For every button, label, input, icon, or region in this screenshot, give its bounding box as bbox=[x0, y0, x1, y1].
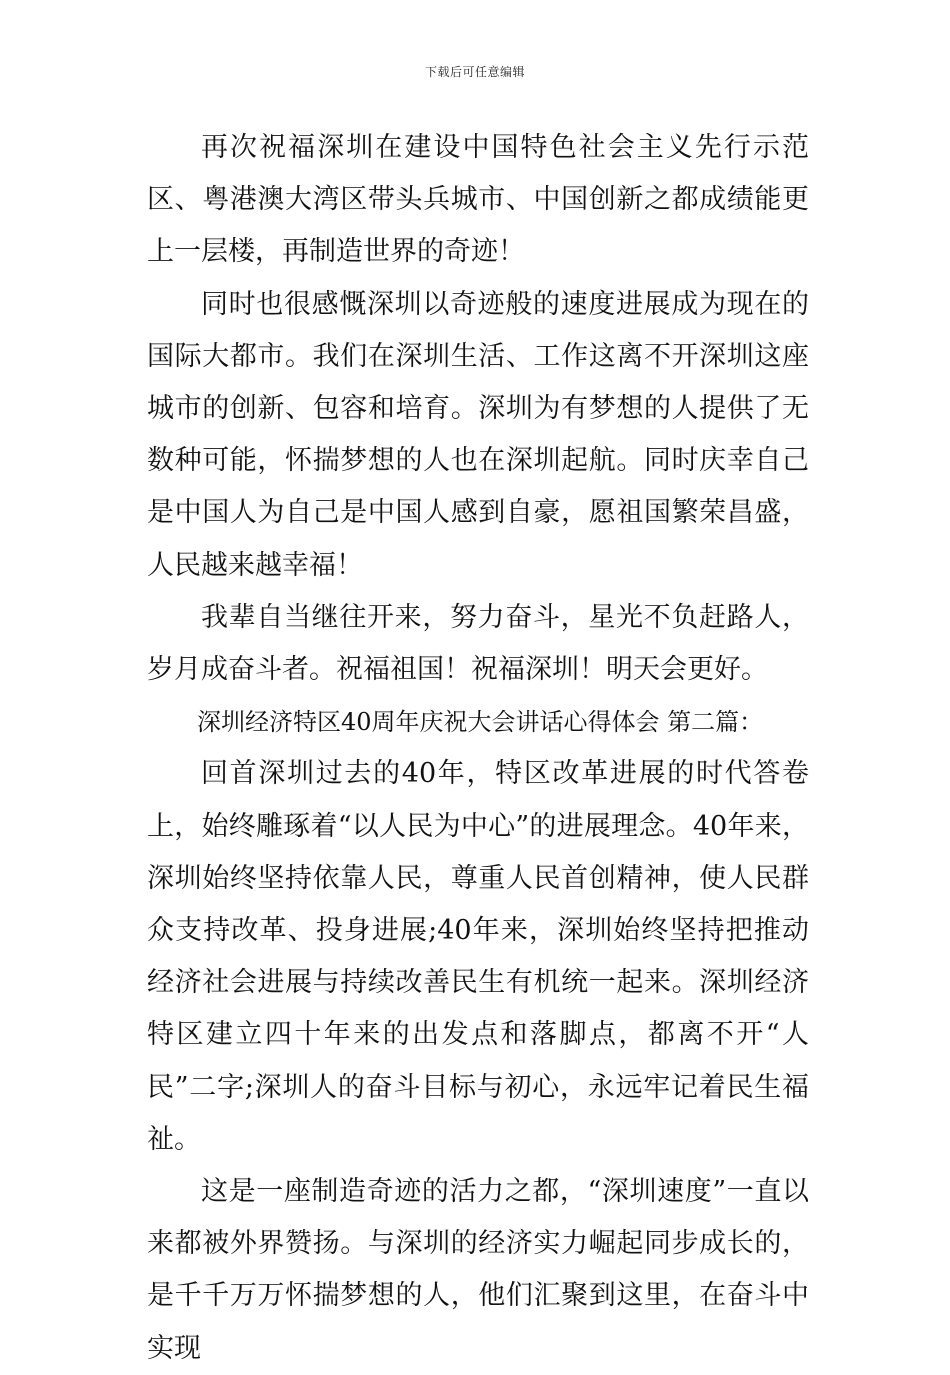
paragraph-1: 再次祝福深圳在建设中国特色社会主义先行示范区、粤港澳大湾区带头兵城市、中国创新之都成绩能更上一层楼，再制造世界的奇迹！ bbox=[147, 132, 809, 268]
page-header: 下载后可任意编辑 bbox=[424, 65, 525, 79]
paragraph-4: 回首深圳过去的40年，特区改革进展的时代答卷上，始终雕琢着“以人民为中心”的进展理念。40年来，深圳始终坚持依靠人民，尊重人民首创精神，使人民群众支持改革、投身进展;40年来，深圳始终坚持把推动经济社会进展与持续改善民生有机统一起来。深圳经济特区建立四十年来的出发点和落脚点，都离不开“人民”二字;深圳人的奋斗目标与初心，永远牢记着民生福祉。 bbox=[147, 758, 809, 1155]
paragraph-3: 我辈自当继往开来，努力奋斗，星光不负赶路人，岁月成奋斗者。祝福祖国！祝福深圳！明天会更好。 bbox=[147, 601, 809, 686]
paragraph-2: 同时也很感慨深圳以奇迹般的速度进展成为现在的国际大都市。我们在深圳生活、工作这离不开深圳这座城市的创新、包容和培育。深圳为有梦想的人提供了无数种可能，怀揣梦想的人也在深圳起航。同时庆幸自己是中国人为自己是中国人感到自豪，愿祖国繁荣昌盛，人民越来越幸福！ bbox=[147, 288, 809, 581]
document-body bbox=[147, 122, 809, 1375]
paragraph-5: 这是一座制造奇迹的活力之都，“深圳速度”一直以来都被外界赞扬。与深圳的经济实力崛起同步成长的，是千千万万怀揣梦想的人，他们汇聚到这里，在奋斗中实现 bbox=[147, 1176, 809, 1364]
section-title: 深圳经济特区40周年庆祝大会讲话心得体会 第二篇： bbox=[197, 708, 764, 737]
